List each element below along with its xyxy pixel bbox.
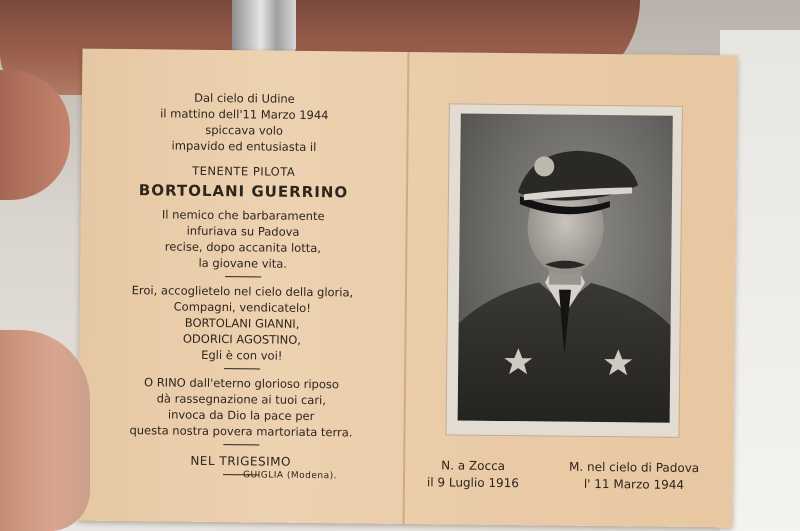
portrait-photo (458, 114, 673, 423)
text-line: infuriava su Padova (186, 223, 300, 239)
text-line: BORTOLANI GIANNI, (184, 315, 300, 331)
separator-rule (225, 276, 261, 277)
birth-info (408, 457, 538, 492)
rank-title: TENENTE PILOTA (192, 163, 296, 179)
death-line-1: M. nel cielo di Padova (568, 459, 700, 476)
birth-line-1: N. a Zocca (441, 458, 506, 474)
text-line: Compagni, vendicatelo! (173, 299, 311, 315)
text-line: Il nemico che barbaramente (161, 207, 325, 224)
text-line: ODORICI AGOSTINO, (182, 331, 302, 347)
text-line: recise, dopo accanita lotta, (164, 239, 322, 256)
text-line: O RINO dall'eterno glorioso riposo (143, 375, 340, 392)
death-info (564, 459, 704, 494)
text-line: spiccava volo (205, 122, 284, 138)
text-line: il mattino dell'11 Marzo 1944 (160, 106, 329, 123)
hand-thumb-bottom (0, 330, 90, 531)
text-line: impavido ed entusiasta il (171, 138, 317, 155)
separator-rule (224, 368, 260, 369)
wristwatch (232, 0, 296, 55)
birth-line-2: il 9 Luglio 1916 (426, 475, 520, 491)
officer-portrait-illustration (458, 114, 673, 423)
text-line: Egli è con voi! (201, 347, 283, 363)
text-line: Dal cielo di Udine (194, 90, 295, 106)
honoree-name: BORTOLANI GUERRINO (138, 181, 349, 202)
death-line-2: l' 11 Marzo 1944 (583, 476, 685, 492)
place-label: GUIGLIA (Modena). (242, 470, 338, 482)
trigesimo-label: NEL TRIGESIMO (190, 453, 292, 469)
text-line: la giovane vita. (198, 255, 288, 271)
text-line: Eroi, accoglietelo nel cielo della gloria, (131, 283, 354, 300)
text-line: invoca da Dio la pace per (167, 407, 315, 424)
text-line: dà rassegnazione ai tuoi cari, (156, 391, 327, 408)
memorial-card (78, 49, 738, 528)
card-text-panel (78, 89, 407, 483)
separator-rule (223, 444, 259, 445)
text-line: questa nostra povera martoriata terra. (129, 423, 353, 440)
photo-mount (446, 104, 681, 436)
